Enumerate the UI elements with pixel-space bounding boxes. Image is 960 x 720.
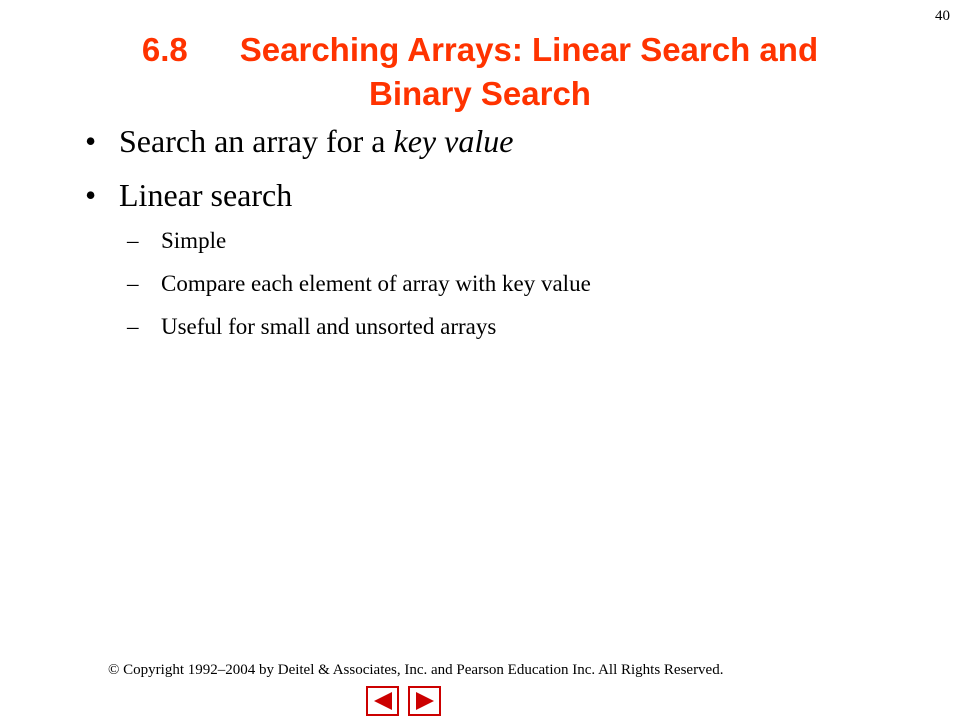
title-line-1 (0, 28, 960, 72)
slide-number: 40 (935, 8, 950, 24)
copyright-footer: © Copyright 1992–2004 by Deitel & Associates, Inc. and Pearson Education Inc. All Rights Reserved. (108, 662, 724, 678)
sub-bullet-text: Compare each element of array with key value (161, 271, 591, 296)
sub-bullet-list (85, 226, 905, 342)
bullet-glyph: • (85, 123, 97, 159)
bullet-text: Search an array for a (119, 123, 394, 159)
previous-slide-button[interactable] (366, 686, 399, 716)
title-line-2: Binary Search (369, 75, 591, 112)
sub-bullet-item (85, 312, 905, 342)
bullet-glyph: • (85, 177, 97, 213)
arrow-right-icon (414, 691, 436, 711)
arrow-left-icon (372, 691, 394, 711)
sub-bullet-text: Simple (161, 228, 227, 253)
bullet-item (85, 120, 905, 162)
sub-bullet-item (85, 269, 905, 299)
bullet-text-italic: key value (393, 123, 514, 159)
section-number: 6.8 (141, 31, 188, 68)
dash-glyph: – (127, 271, 139, 296)
dash-glyph: – (127, 314, 139, 339)
title-text-line-1: Searching Arrays: Linear Search and (239, 31, 819, 68)
bullet-item (85, 174, 905, 216)
dash-glyph: – (127, 228, 139, 253)
slide-navigation (366, 686, 441, 716)
bullet-list (85, 120, 905, 355)
sub-bullet-item (85, 226, 905, 256)
bullet-text: Linear search (119, 177, 293, 213)
sub-bullet-text: Useful for small and unsorted arrays (161, 314, 497, 339)
slide-title (0, 28, 960, 116)
next-slide-button[interactable] (408, 686, 441, 716)
